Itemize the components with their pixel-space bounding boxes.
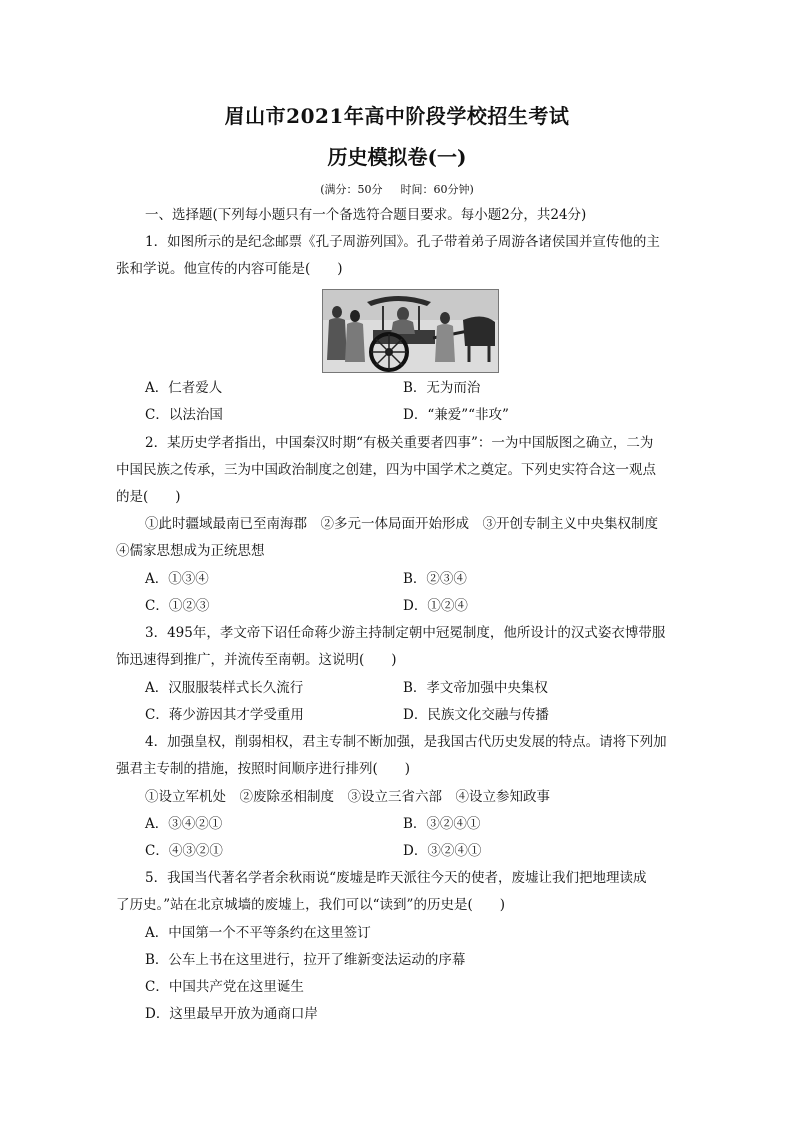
q2-option-d: D．①②④ — [403, 598, 468, 614]
q5-option-b: B．公车上书在这里进行，拉开了维新变法运动的序幕 — [145, 952, 466, 968]
q2-items-line2: ④儒家思想成为正统思想 — [116, 543, 265, 559]
q1-option-a: A．仁者爱人 — [145, 380, 223, 396]
q2-stem-line1: 2．某历史学者指出，中国秦汉时期“有极关重要者四事”：一为中国版图之确立，二为 — [145, 435, 654, 451]
stamp-illustration — [322, 289, 499, 373]
q2-stem-line3: 的是( ) — [116, 489, 181, 505]
q5-option-a: A．中国第一个不平等条约在这里签订 — [145, 925, 371, 941]
q1-option-c: C．以法治国 — [145, 407, 223, 423]
q1-option-d: D．“兼爱”“非攻” — [403, 407, 509, 423]
q4-stem-line1: 4．加强皇权，削弱相权，君主专制不断加强，是我国古代历史发展的特点。请将下列加 — [145, 734, 667, 750]
q3-option-c: C．蒋少游因其才学受重用 — [145, 707, 304, 723]
score-info: (满分：50分 — [320, 183, 383, 196]
q3-stem-line2: 饰迅速得到推广，并流传至南朝。这说明( ) — [116, 652, 397, 668]
exam-meta — [0, 181, 794, 197]
q4-option-c: C．④③②① — [145, 843, 223, 859]
q5-option-c: C．中国共产党在这里诞生 — [145, 979, 304, 995]
q5-stem-line2: 了历史。”站在北京城墙的废墟上，我们可以“读到”的历史是( ) — [116, 897, 505, 913]
q2-items-line1: ①此时疆域最南已至南海郡 ②多元一体局面开始形成 ③开创专制主义中央集权制度 — [145, 516, 658, 532]
page-title: 眉山市2021年高中阶段学校招生考试 — [224, 104, 570, 128]
q3-option-d: D．民族文化交融与传播 — [403, 707, 549, 723]
q1-stem-line2: 张和学说。他宣传的内容可能是( ) — [116, 261, 343, 277]
q4-option-a: A．③④②① — [145, 816, 223, 832]
page-subtitle: 历史模拟卷(一) — [327, 145, 467, 169]
q2-option-c: C．①②③ — [145, 598, 210, 614]
q3-option-b: B．孝文帝加强中央集权 — [403, 680, 548, 696]
q4-option-d: D．③②④① — [403, 843, 482, 859]
q2-option-a: A．①③④ — [145, 571, 209, 587]
time-info: 时间：60分钟) — [400, 183, 474, 196]
q5-option-d: D．这里最早开放为通商口岸 — [145, 1006, 318, 1022]
confucius-chariot-image — [323, 290, 498, 372]
q5-stem-line1: 5．我国当代著名学者余秋雨说“废墟是昨天派往今天的使者，废墟让我们把地理读成 — [145, 870, 647, 886]
section-heading: 一、选择题(下列每小题只有一个备选符合题目要求。每小题2分，共24分) — [145, 207, 587, 223]
q1-option-b: B．无为而治 — [403, 380, 481, 396]
q2-stem-line2: 中国民族之传承，三为中国政治制度之创建，四为中国学术之奠定。下列史实符合这一观点 — [116, 462, 656, 478]
q1-stem-line1: 1．如图所示的是纪念邮票《孔子周游列国》。孔子带着弟子周游各诸侯国并宣传他的主 — [145, 234, 660, 250]
q3-option-a: A．汉服服装样式长久流行 — [145, 680, 304, 696]
q4-stem-line2: 强君主专制的措施，按照时间顺序进行排列( ) — [116, 761, 411, 777]
q3-stem-line1: 3．495年，孝文帝下诏任命蒋少游主持制定朝中冠冕制度，他所设计的汉式姿衣博带服 — [145, 625, 666, 641]
q4-items: ①设立军机处 ②废除丞相制度 ③设立三省六部 ④设立参知政事 — [145, 789, 550, 805]
q2-option-b: B．②③④ — [403, 571, 467, 587]
q4-option-b: B．③②④① — [403, 816, 481, 832]
